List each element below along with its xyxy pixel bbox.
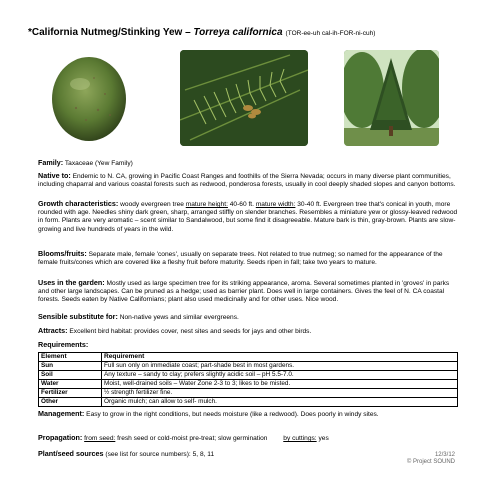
element-cell: Sun (39, 362, 102, 371)
cuttings-text: yes (318, 435, 329, 442)
seed-sources-section (38, 450, 458, 459)
substitute-label: Sensible substitute for: (38, 312, 118, 321)
seed-sources-note: (see list for source numbers): (105, 451, 191, 458)
fruit-photo (38, 50, 141, 146)
blooms-label: Blooms/fruits: (38, 249, 87, 258)
attracts-label: Attracts: (38, 326, 68, 335)
family-label: Family: (38, 158, 64, 167)
attracts-section (38, 327, 458, 336)
element-header: Element (39, 353, 102, 362)
requirements-table (38, 352, 458, 407)
requirements-label: Requirements: (38, 340, 89, 349)
element-cell: Other (39, 398, 102, 407)
mature-height-label: mature height: (185, 201, 228, 208)
blooms-text: Separate male, female 'cones', usually on separate trees. Not related to true nutmeg; so named for the appearance of the female fruits/cones which are covered like a fleshy fruit before maturity. Seeds ripen in fall; take two years to mature. (38, 251, 443, 267)
footer (407, 452, 455, 466)
seed-sources-values: 5, 8, 11 (192, 451, 215, 458)
footer-copyright: © Project SOUND (406, 459, 455, 465)
requirement-cell: ½ strength fertilizer fine. (102, 389, 458, 398)
substitute-text: Non-native yews and similar evergreens. (119, 314, 239, 321)
family-section (38, 159, 458, 168)
seed-sources-label: Plant/seed sources (38, 449, 104, 458)
growth-label: Growth characteristics: (38, 199, 119, 208)
table-header-row (39, 353, 458, 362)
table-row (39, 389, 458, 398)
mature-width-label: mature width: (255, 201, 296, 208)
mature-height-value: 40-60 ft. (229, 201, 254, 208)
growth-text-2: Evergreen tree that's conical in youth, more rounded with age. Needles shiny dark green, sharp, arranged stiffly on slender branches. Resembles a miniature yew or glossy-leaved redwood in form. Plants are very aromatic – scent similar to Sandalwood, but some find it disagreeable. Mature bark is thin, gray-brown. Plants are slow-growing and live hundreds of years in the wild. (38, 201, 458, 233)
cuttings-label: by cuttings: (283, 435, 317, 442)
propagation-section (38, 434, 458, 443)
growth-section (38, 200, 458, 234)
blooms-section (38, 250, 458, 267)
requirement-cell: Moist, well-drained soils – Water Zone 2-3 to 3; likes to be misted. (102, 380, 458, 389)
scientific-name: Torreya californica (193, 27, 283, 38)
attracts-text: Excellent bird habitat: provides cover, nest sites and seeds for jays and other birds. (69, 328, 312, 335)
management-text: Easy to grow in the right conditions, but needs moisture (like a redwood). Does poorly in windy sites. (86, 411, 379, 418)
requirement-cell: Any texture – sandy to clay; prefers slightly acidic soil – pH 5.5-7.0. (102, 371, 458, 380)
page-title (28, 27, 488, 40)
requirement-cell: Full sun only on immediate coast; part-shade best in most gardens. (102, 362, 458, 371)
element-cell: Water (39, 380, 102, 389)
from-seed-label: from seed: (84, 435, 116, 442)
tree-photo (344, 50, 439, 146)
from-seed-text: fresh seed or cold-moist pre-treat; slow germination (117, 435, 268, 442)
substitute-section (38, 313, 458, 322)
element-cell: Fertilizer (39, 389, 102, 398)
title-dash: – (182, 27, 194, 38)
table-row (39, 371, 458, 380)
requirement-header: Requirement (102, 353, 458, 362)
requirement-cell: Organic mulch; can allow to self- mulch. (102, 398, 458, 407)
uses-section (38, 279, 458, 305)
management-section (38, 410, 458, 419)
common-name: *California Nutmeg/Stinking Yew (28, 27, 183, 38)
native-label: Native to: (38, 171, 71, 180)
uses-text: Mostly used as large specimen tree for its striking appearance, aroma. Several sometimes planted in 'groves' in parks and other large landscapes. Can be pruned as a hedge; used as barrier plant. Does well in large containers. Gives the feel of N. CA coastal forests. Seeds eaten by Native Californians; plant also used medicinally and for other uses. Nice wood. (38, 280, 450, 304)
tree-image (344, 50, 439, 146)
propagation-label: Propagation: (38, 433, 83, 442)
mature-width-value: 30-40 ft. (297, 201, 322, 208)
family-text: Taxaceae (Yew Family) (64, 160, 133, 167)
foliage-image (180, 50, 308, 146)
uses-label: Uses in the garden: (38, 278, 105, 287)
foliage-photo (180, 50, 308, 146)
element-cell: Soil (39, 371, 102, 380)
requirements-heading (38, 341, 458, 350)
growth-text-1: woody evergreen tree (120, 201, 184, 208)
native-section (38, 172, 458, 189)
table-row (39, 398, 458, 407)
management-label: Management: (38, 409, 85, 418)
pronunciation: (TOR-ee-uh cal-ih-FOR-ni-cuh) (285, 30, 376, 37)
table-row (39, 362, 458, 371)
footer-date: 12/3/12 (434, 452, 455, 458)
table-row (39, 380, 458, 389)
fruit-image (38, 50, 141, 146)
native-text: Endemic to N. CA, growing in Pacific Coast Ranges and foothills of the Sierra Nevada; occurs in many diverse plant communities, including chaparral and various coastal forests such as redwood, ponderosa forests, usually in cool deeply shaded slopes and canyon bottoms. (38, 173, 456, 189)
